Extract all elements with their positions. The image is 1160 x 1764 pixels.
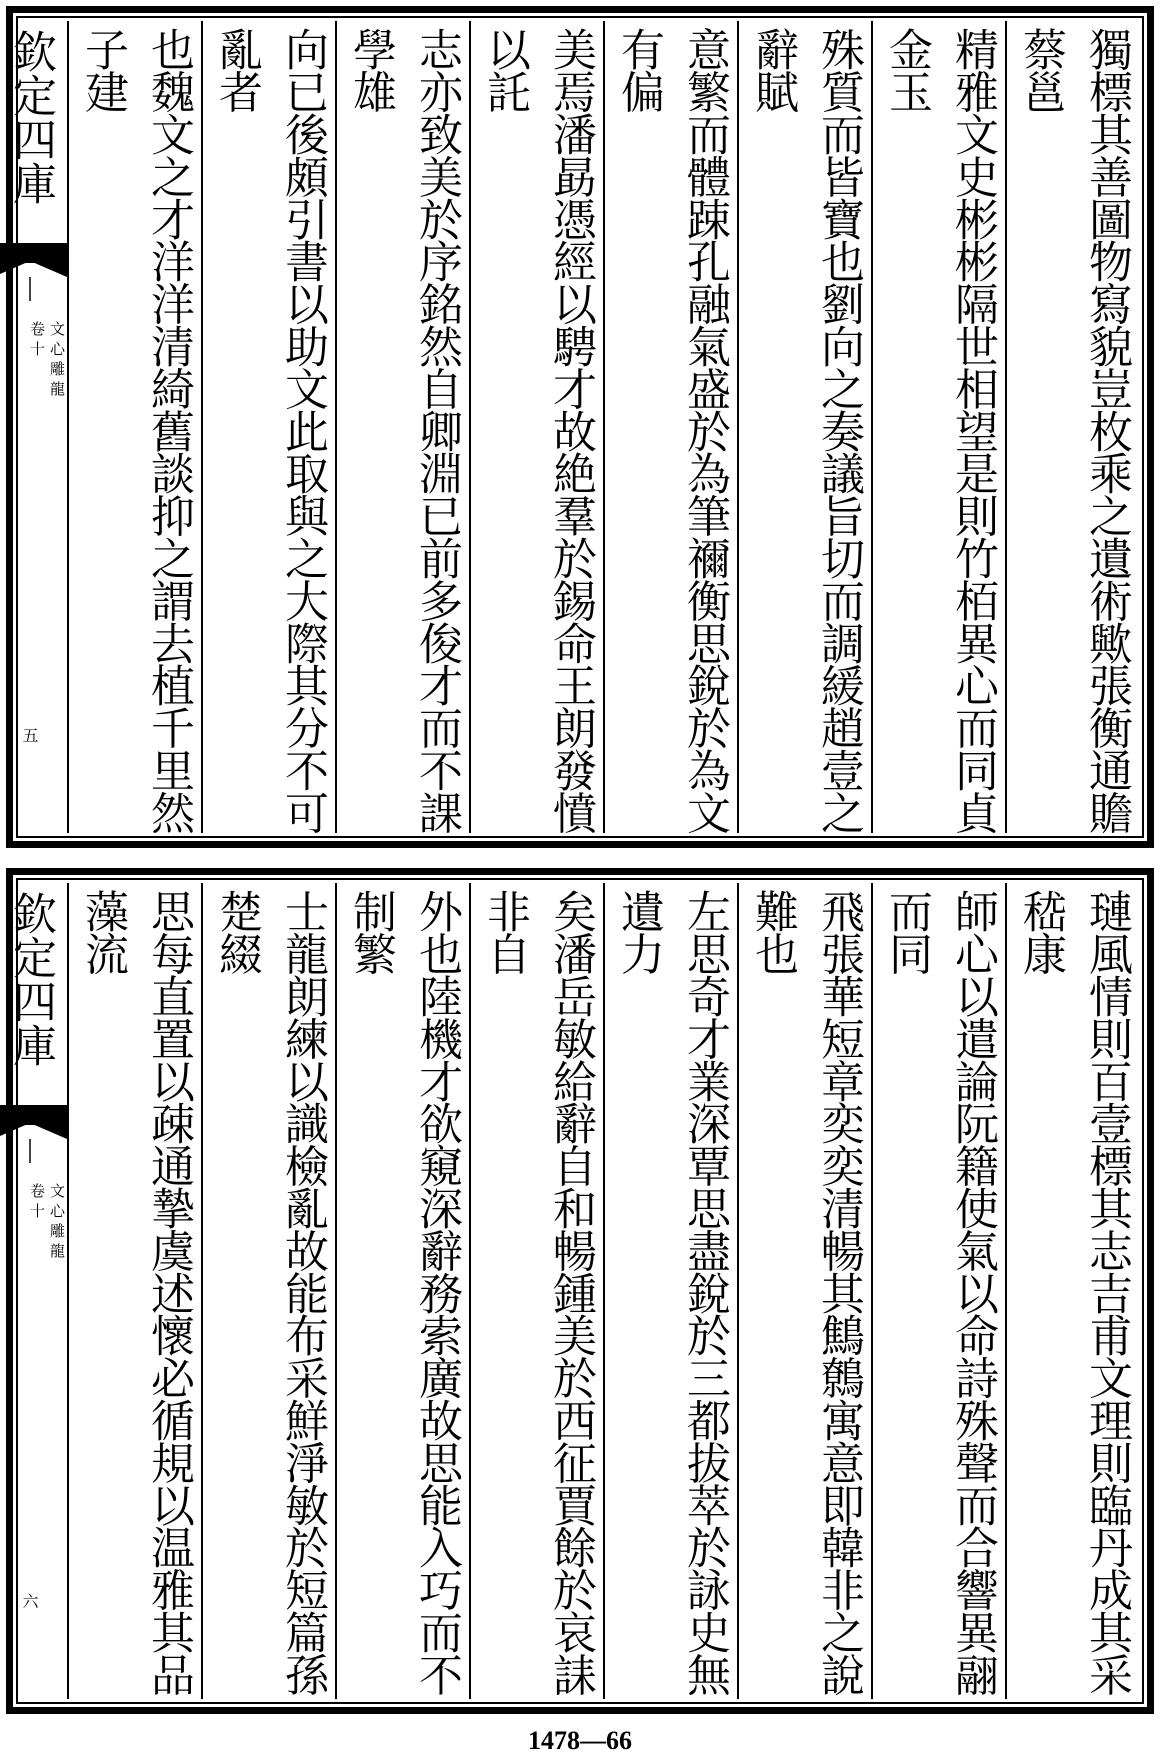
text-column: 殊質而皆寶也劉向之奏議旨切而調緩趙壹之辭賦 [737, 21, 871, 833]
text-column: 美焉潘勗憑經以騁才故絶羣於錫命王朗發憤以託 [469, 21, 603, 833]
gutter-book-title: 文心雕龍 [48, 321, 66, 401]
gutter-book-juan [0, 1183, 67, 1263]
text-column: 飛張華短章奕奕清暢其鷦鷯寓意即韓非之說難也 [737, 883, 871, 1699]
fishtail-ornament [0, 243, 67, 301]
text-column: 獨標其善圖物寫貌豈枚乘之遺術歟張衡通贍蔡邕 [1005, 21, 1139, 833]
gutter-page-number: 六 [20, 1593, 39, 1609]
gutter-juan: 卷十 [28, 1183, 46, 1223]
text-column: 士龍朗練以識檢亂故能布采鮮淨敏於短篇孫楚綴 [201, 883, 335, 1699]
text-column: 外也陸機才欲窺深辭務索廣故思能入巧而不制繁 [335, 883, 469, 1699]
gutter-page-number: 五 [20, 727, 39, 743]
text-column: 意繁而體踈孔融氣盛於為筆禰衡思銳於為文有偏 [603, 21, 737, 833]
text-column: 思每直置以疎通摯虞述懷必循規以温雅其品藻流 [67, 883, 201, 1699]
text-column: 師心以遣論阮籍使氣以命詩殊聲而合響異翮而同 [871, 883, 1005, 1699]
gutter-juan: 卷十 [28, 321, 46, 361]
text-column: 矣潘岳敏給辭自和暢鍾美於西征賈餘於哀誄非自 [469, 883, 603, 1699]
fishtail-ornament [0, 1105, 67, 1163]
page-gutter [0, 21, 67, 833]
top-columns [5, 21, 1139, 833]
text-column: 也魏文之才洋洋清綺舊談抑之謂去植千里然子建 [67, 21, 201, 833]
top-page [6, 6, 1154, 848]
gutter-title: 欽定四庫 [5, 891, 56, 1067]
gutter-book-title: 文心雕龍 [48, 1183, 66, 1263]
bottom-page [6, 868, 1154, 1714]
bottom-columns [5, 883, 1139, 1699]
text-column: 左思奇才業深覃思盡銳於三都拔萃於詠史無遺力 [603, 883, 737, 1699]
text-column: 璉風情則百壹標其志吉甫文理則臨丹成其采嵇康 [1005, 883, 1139, 1699]
text-column: 精雅文史彬彬隔世相望是則竹栢異心而同貞金玉 [871, 21, 1005, 833]
footer-page-number: 1478—66 [528, 1726, 632, 1755]
text-column: 向已後頗引書以助文此取與之大際其分不可亂者 [201, 21, 335, 833]
page-gutter [0, 883, 67, 1699]
gutter-book-juan [0, 321, 67, 401]
text-column: 志亦致美於序銘然自卿淵已前多俊才而不課學雄 [335, 21, 469, 833]
gutter-title: 欽定四庫 [5, 29, 56, 205]
